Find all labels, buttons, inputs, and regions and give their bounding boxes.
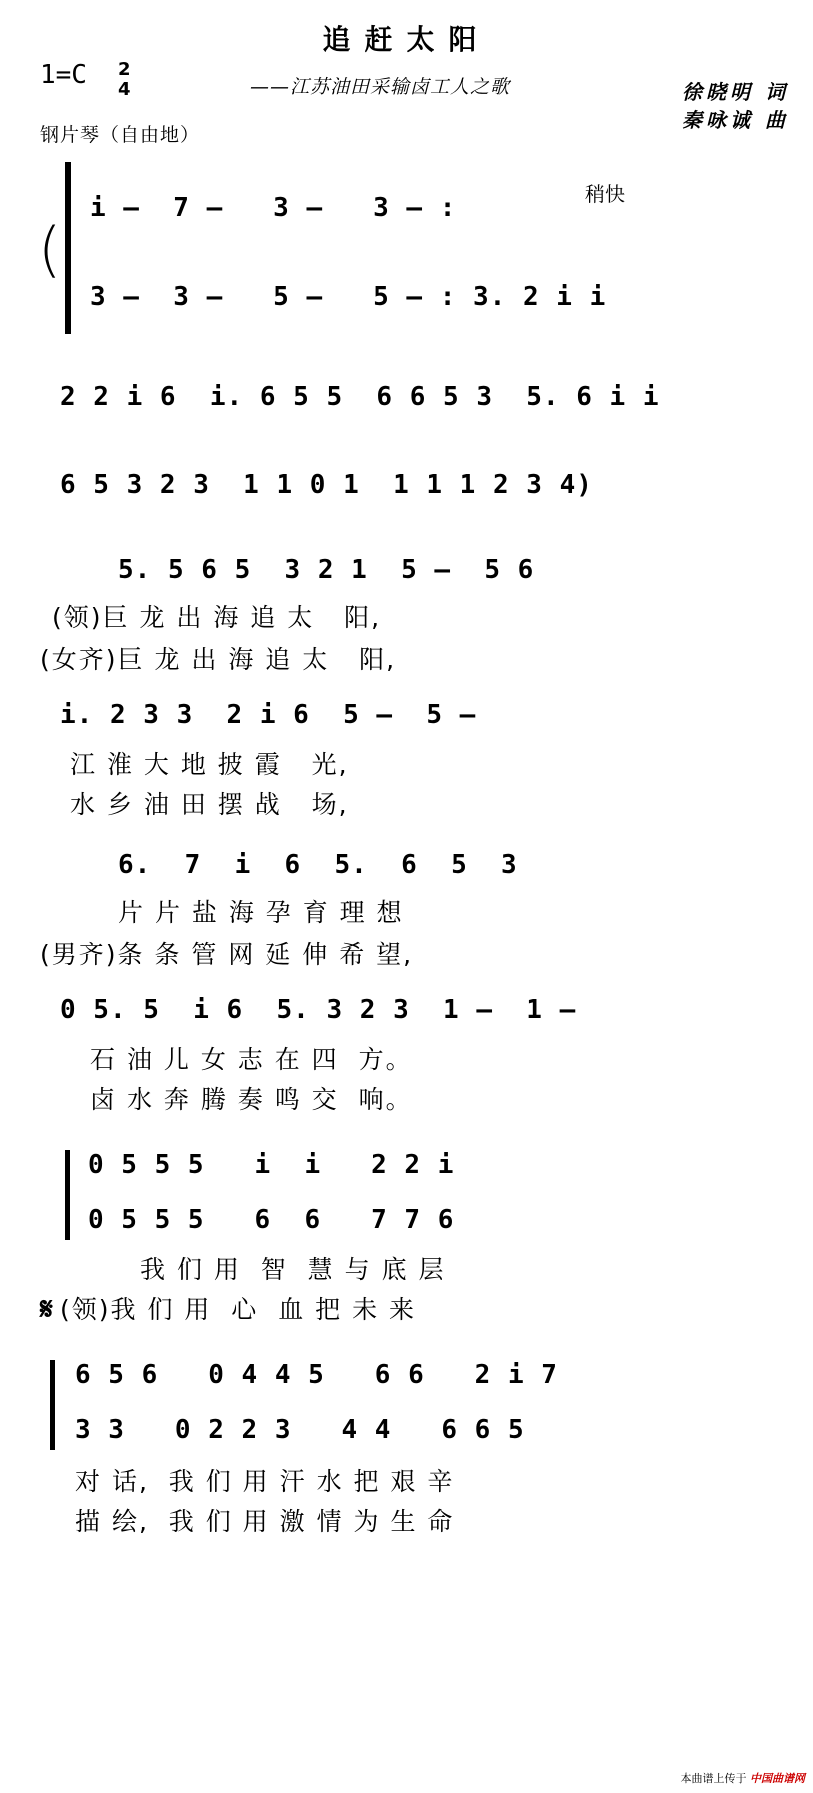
system-bracket [50, 1360, 55, 1450]
notation-row-5: 6. 7 i 6 5. 6 5 3 [118, 850, 518, 880]
subtitle: ——江苏油田采输卤工人之歌 [250, 76, 511, 98]
lyric-line: 石 油 儿 女 志 在 四 方。 [90, 1045, 413, 1074]
segno-icon: 𝄋 [40, 1292, 53, 1327]
notation-row-3: 5. 5 6 5 3 2 1 5 – 5 6 [118, 555, 535, 585]
composer-credit: 秦咏诚 曲 [682, 108, 789, 132]
lyric-line: 描 绘, 我 们 用 激 情 为 生 命 [75, 1507, 455, 1536]
lyric-line: 片 片 盐 海 孕 育 理 想 [118, 898, 404, 927]
lyric-line: (女齐)巨 龙 出 海 追 太 阳, [40, 645, 397, 674]
notation-row-1: 2 2 i 6 i. 6 5 5 6 6 5 3 5. 6 i i [60, 382, 660, 412]
lyric-line: 我 们 用 智 慧 与 底 层 [140, 1255, 446, 1284]
lyric-line: (男齐)条 条 管 网 延 伸 希 望, [40, 940, 414, 969]
notation-row-7-bottom: 0 5 5 5 6 6 7 7 6 [88, 1205, 455, 1235]
lyricist-credit: 徐晓明 词 [682, 80, 789, 104]
lyric-line: 水 乡 油 田 摆 战 场, [70, 790, 349, 819]
notation-row-7-top: 0 5 5 5 i i 2 2 i [88, 1150, 455, 1180]
notation-row-2: 6 5 3 2 3 1 1 0 1 1 1 1 2 3 4) [60, 470, 593, 500]
site-link[interactable]: 中国曲谱网 [750, 1772, 805, 1785]
tempo-mark: 稍快 [585, 182, 625, 206]
time-signature: 2 4 [118, 59, 131, 100]
song-title: 追赶太阳 [322, 23, 491, 56]
system-bracket [65, 162, 71, 334]
notation-row-8-bottom: 3 3 0 2 2 3 4 4 6 6 5 [75, 1415, 525, 1445]
intro-bottom-staff: 3 – 3 – 5 – 5 – : 3. 2 i i [90, 282, 607, 312]
lyric-line: 江 淮 大 地 披 霞 光, [70, 750, 349, 779]
notation-row-6: 0 5. 5 i 6 5. 3 2 3 1 – 1 – [60, 995, 577, 1025]
lyric-line: (领)巨 龙 出 海 追 太 阳, [52, 603, 382, 632]
lyric-line: 对 话, 我 们 用 汗 水 把 艰 辛 [75, 1467, 455, 1496]
system-bracket [65, 1150, 70, 1240]
notation-row-8-top: 6 5 6 0 4 4 5 6 6 2 i 7 [75, 1360, 558, 1390]
key-signature: 1=C [40, 60, 87, 90]
parenthesis-open: ( [38, 215, 62, 285]
lyric-line: (领)我 们 用 心 血 把 未 来 [60, 1295, 417, 1324]
footer: 本曲谱上传于 中国曲谱网 [680, 1772, 805, 1785]
intro-top-staff: i – 7 – 3 – 3 – : [90, 193, 457, 223]
lyric-line: 卤 水 奔 腾 奏 鸣 交 响。 [90, 1085, 413, 1114]
instrument-label: 钢片琴（自由地） [40, 124, 201, 146]
notation-row-4: i. 2 3 3 2 i 6 5 – 5 – [60, 700, 477, 730]
